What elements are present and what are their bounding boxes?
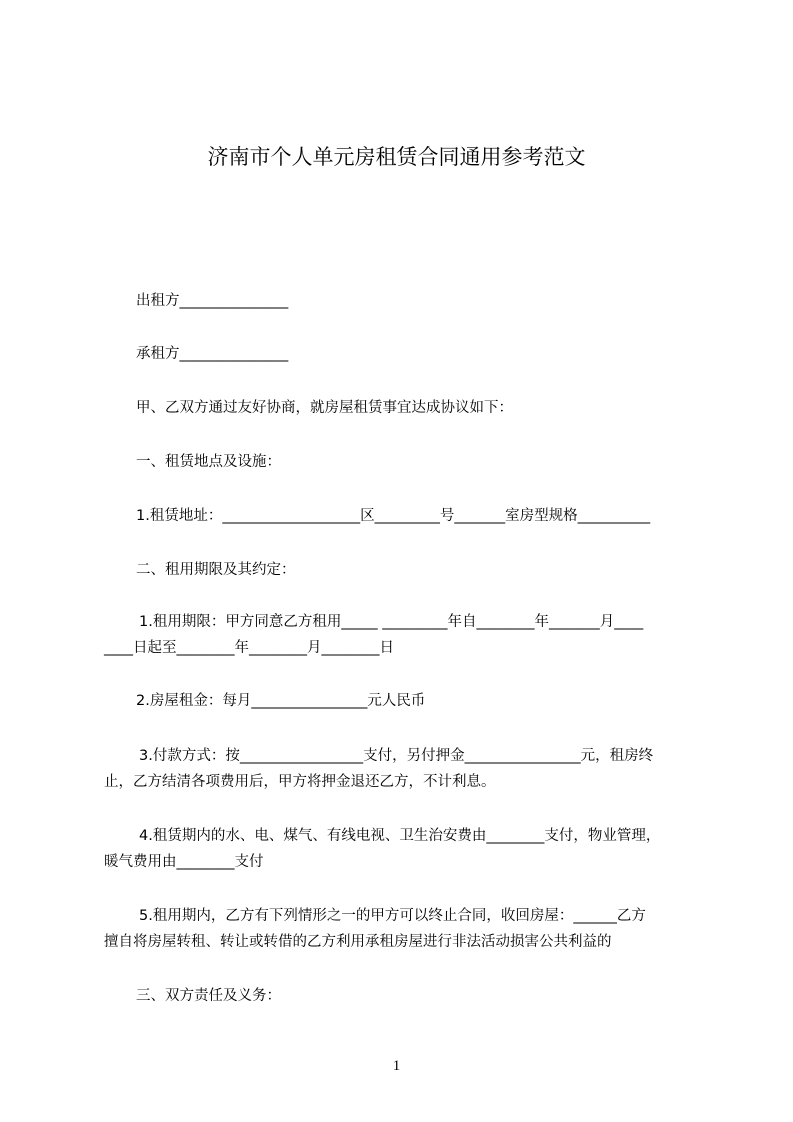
clause-2-4-line-2: 暖气费用由________支付 [104,854,264,870]
intro-paragraph: 甲、乙双方通过友好协商，就房屋租赁事宜达成协议如下： [136,400,513,416]
clause-2-4-line-1: 4.租赁期内的水、电、煤气、有线电视、卫生治安费由________支付，物业管理， [139,828,661,844]
clause-2-3-line-2: 止，乙方结清各项费用后，甲方将押金退还乙方，不计利息。 [104,774,496,790]
lessor-line: 出租方_______________ [136,293,289,309]
clause-1-1: 1.租赁地址：___________________区_________号_______室房型规格__________ [136,508,651,524]
section-3-heading: 三、双方责任及义务： [136,988,281,1004]
page-number: 1 [392,1058,401,1074]
section-1-heading: 一、租赁地点及设施： [136,454,281,470]
lessee-line: 承租方_______________ [136,346,289,362]
document-title: 济南市个人单元房租赁合同通用参考范文 [207,145,586,169]
clause-2-2: 2.房屋租金：每月________________元人民币 [136,693,426,709]
clause-2-1-line-2: ____日起至________年________月________日 [104,640,394,656]
clause-2-3-line-1: 3.付款方式：按_________________支付，另付押金________________元，租房终 [139,748,654,764]
clause-2-5-line-1: 5.租用期内，乙方有下列情形之一的甲方可以终止合同，收回房屋：______乙方 [139,908,646,924]
clause-2-5-line-2: 擅自将房屋转租、转让或转借的乙方利用承租房屋进行非法活动损害公共利益的 [104,934,612,950]
clause-2-1-line-1: 1.租用期限：甲方同意乙方租用_____ _________年自________年_______月____ [139,614,644,630]
section-2-heading: 二、租用期限及其约定： [136,562,296,578]
